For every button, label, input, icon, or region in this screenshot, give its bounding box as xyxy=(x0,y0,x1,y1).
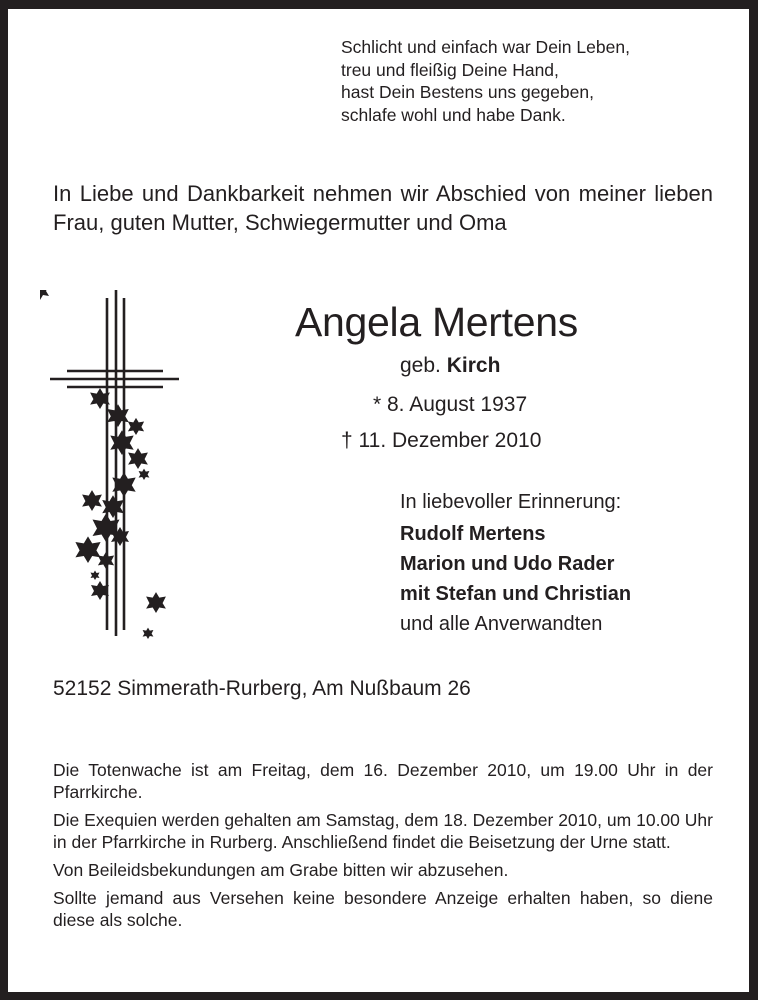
maiden-name xyxy=(400,354,500,378)
note: Die Exequien werden gehalten am Samstag, dem 18. Dezember 2010, um 10.00 Uhr in der Pfarrkirche in Rurberg. Anschließend findet die Beisetzung der Urne statt. xyxy=(53,810,713,852)
mourner-name: Rudolf Mertens xyxy=(400,523,546,545)
memory-heading: In liebevoller Erinnerung: xyxy=(400,491,622,513)
born-prefix: geb. xyxy=(400,354,441,377)
mourner-name: mit Stefan und Christian xyxy=(400,583,632,605)
poem xyxy=(341,36,630,126)
poem-line: schlafe wohl und habe Dank. xyxy=(341,104,566,125)
note: Von Beileidsbekundungen am Grabe bitten wir abzusehen. xyxy=(53,860,509,880)
birth-date: * 8. August 1937 xyxy=(373,393,528,416)
mourners-block xyxy=(400,487,631,639)
poem-line: hast Dein Bestens uns gegeben, xyxy=(341,82,594,102)
address: 52152 Simmerath-Rurberg, Am Nußbaum 26 xyxy=(53,677,471,700)
poem-line: treu und fleißig Deine Hand, xyxy=(341,59,559,80)
deceased-name: Angela Mertens xyxy=(295,299,578,345)
death-date: † 11. Dezember 2010 xyxy=(341,429,542,452)
intro-text: In Liebe und Dankbarkeit nehmen wir Abschied von meiner lieben Frau, guten Mutter, Schwiegermutter und Oma xyxy=(53,181,713,235)
poem-line: Schlicht und einfach war Dein Leben, xyxy=(341,37,630,57)
obituary-sheet xyxy=(8,9,749,992)
notes xyxy=(53,759,713,937)
mourner-name: Marion und Udo Rader xyxy=(400,553,615,575)
cross-with-ivy-icon xyxy=(40,290,190,640)
memory-closing: und alle Anverwandten xyxy=(400,613,603,635)
note: Die Totenwache ist am Freitag, dem 16. Dezember 2010, um 19.00 Uhr in der Pfarrkirche. xyxy=(53,760,713,802)
born-name: Kirch xyxy=(446,354,501,377)
note: Sollte jemand aus Versehen keine besondere Anzeige erhalten haben, so diene diese als solche. xyxy=(53,888,713,930)
